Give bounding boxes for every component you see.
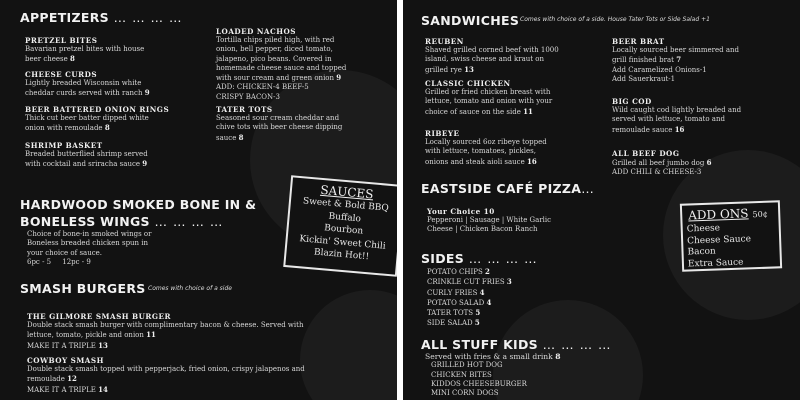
wings-description: Choice of bone-in smoked wings or Boneless breaded chicken spun in your choice of sauce. (27, 230, 152, 257)
item-name: BEER BATTERED ONION RINGS (25, 105, 170, 114)
item-description: Locally sourced 6oz ribeye topped with lettuce, tomatoes, pickles, onions and steak aioli sauce 16 (425, 138, 547, 166)
item-addon: ADD: CHICKEN-4 BEEF-5 (216, 83, 309, 92)
item-description: Double stack smash burger with complimentary bacon & cheese. Served with lettuce, tomato, pickle and onion 11 (27, 321, 304, 340)
menu-item (27, 356, 305, 395)
item-description: Grilled or fried chicken breast with lettuce, tomato and onion with your choice of sauce on the side 11 (425, 88, 553, 116)
sandwiches-note: Comes with choice of a side. House Tater Tots or Side Salad +1 (520, 16, 710, 23)
item-name: ALL BEEF DOG (612, 149, 680, 158)
item-description: Lightly breaded Wisconsin white cheddar curds served with ranch 9 (25, 79, 150, 98)
add-on-item: Extra Sauce (687, 257, 744, 270)
item-name: COWBOY SMASH (27, 356, 104, 365)
kids-menu (425, 352, 561, 398)
list-item: TATER TOTS 5 (427, 308, 481, 318)
menu-item (27, 312, 303, 351)
sauces-box (283, 175, 397, 277)
menu-item (425, 79, 552, 117)
item-addon: CRISPY BACON-3 (216, 92, 280, 101)
item-name: BIG COD (612, 97, 652, 106)
item-addon: Add Sauerkraut-1 (612, 74, 676, 83)
menu-item (427, 207, 551, 235)
item-name: SHRIMP BASKET (25, 141, 103, 150)
menu-page-left (0, 0, 397, 400)
item-description: Shaved grilled corned beef with 1000 island, swiss cheese and kraut on grilled rye 13 (425, 46, 559, 74)
item-addon: MAKE IT A TRIPLE 13 (27, 340, 108, 350)
item-description: Locally sourced beer simmered and grill finished brat 7 (612, 46, 739, 65)
add-ons-title: ADD ONS (688, 206, 749, 223)
item-addon: ADD CHILI & CHEESE-3 (612, 168, 702, 177)
item-description: Breaded butterflied shrimp served with cocktail and sriracha sauce 9 (25, 150, 148, 169)
menu-item (25, 36, 144, 65)
item-description: Thick cut beer batter dipped white onion with remoulade 8 (25, 114, 149, 133)
item-name: THE GILMORE SMASH BURGER (27, 312, 171, 321)
sides-heading: SIDES … … … … (421, 251, 538, 266)
list-item: CRINKLE CUT FRIES 3 (427, 277, 512, 287)
item-name: TATER TOTS (216, 105, 273, 114)
list-item: GRILLED HOT DOG (431, 361, 503, 370)
sandwiches-heading: SANDWICHES (421, 13, 520, 28)
kids-description: Served with fries & a small drink 8 (425, 352, 561, 361)
item-addon: Add Caramelized Onions-1 (612, 65, 707, 74)
menu-item (612, 37, 739, 84)
item-name: LOADED NACHOS (216, 27, 296, 36)
item-name: RIBEYE (425, 129, 460, 138)
item-name: BEER BRAT (612, 37, 665, 46)
item-description: Bavarian pretzel bites with house beer cheese 8 (25, 45, 145, 64)
pizza-heading: EASTSIDE CAFÉ PIZZA… (421, 181, 595, 196)
list-item: POTATO SALAD 4 (427, 297, 492, 307)
item-name: REUBEN (425, 37, 464, 46)
appetizers-heading: APPETIZERS … … … … (20, 10, 183, 25)
item-name: CLASSIC CHICKEN (425, 79, 511, 88)
item-description: Pepperoni | Sausage | White Garlic Cheese | Chicken Bacon Ranch (427, 216, 552, 234)
list-item: POTATO CHIPS 2 (427, 267, 490, 276)
item-description: Tortilla chips piled high, with red onion, bell pepper, diced tomato, jalapeno, pico beans. Covered in homemade cheese sauce and topped with sour cream and green onion 9 (216, 36, 347, 83)
menu-page-right (403, 0, 800, 400)
add-on-item: Cheese Sauce (686, 233, 752, 247)
menu-item (25, 141, 148, 170)
item-name: Your Choice 10 (427, 207, 495, 216)
menu-item (425, 37, 559, 75)
menu-item (612, 149, 711, 178)
sides-list (427, 267, 512, 329)
menu-item (425, 129, 547, 167)
list-item: CURLY FRIES 4 (427, 287, 485, 297)
add-on-item: Bacon (687, 246, 716, 258)
sauce-item: Blazin Hot!! (313, 247, 370, 263)
menu-item (612, 97, 741, 135)
sauce-item: Buffalo (328, 211, 362, 224)
item-description: Grilled all beef jumbo dog 6 (612, 158, 712, 167)
kids-heading: ALL STUFF KIDS … … … … (421, 337, 612, 352)
menu-item (25, 105, 169, 134)
background-decoration (300, 290, 397, 400)
sauce-item: Kickin' Sweet Chili (299, 233, 387, 252)
add-ons-box (680, 200, 782, 271)
wings-heading: HARDWOOD SMOKED BONE IN & BONELESS WINGS … … … … (20, 197, 257, 229)
add-ons-price: 50¢ (752, 209, 768, 220)
item-name: CHEESE CURDS (25, 70, 98, 79)
smash-burgers-heading: SMASH BURGERS (20, 281, 146, 296)
item-description: Wild caught cod lightly breaded and served with lettuce, tomato and remoulade sauce 16 (612, 106, 742, 134)
list-item: SIDE SALAD 5 (427, 318, 480, 328)
item-description: Seasoned sour cream cheddar and chive tots with beer cheese dipping sauce 8 (216, 114, 343, 142)
menu-item (216, 27, 346, 102)
sauce-item: Bourbon (323, 223, 364, 237)
sauce-item: Sweet & Bold BBQ (302, 196, 390, 214)
item-description: Double stack smash topped with pepperjack, fried onion, crispy jalapenos and remoulade 12 (27, 365, 305, 384)
add-on-item: Cheese (686, 223, 721, 235)
list-item: MINI CORN DOGS (431, 389, 499, 398)
wings-pricing: 6pc - 5 12pc - 9 (27, 258, 91, 266)
menu-item (25, 70, 150, 99)
list-item: CHICKEN BITES (431, 370, 492, 379)
menu-item (216, 105, 342, 143)
sauces-title: SAUCES (319, 182, 375, 202)
smash-burgers-note: Comes with choice of a side (148, 285, 232, 292)
list-item: KIDDOS CHEESEBURGER (431, 379, 527, 388)
item-name: PRETZEL BITES (25, 36, 98, 45)
item-addon: MAKE IT A TRIPLE 14 (27, 384, 108, 394)
